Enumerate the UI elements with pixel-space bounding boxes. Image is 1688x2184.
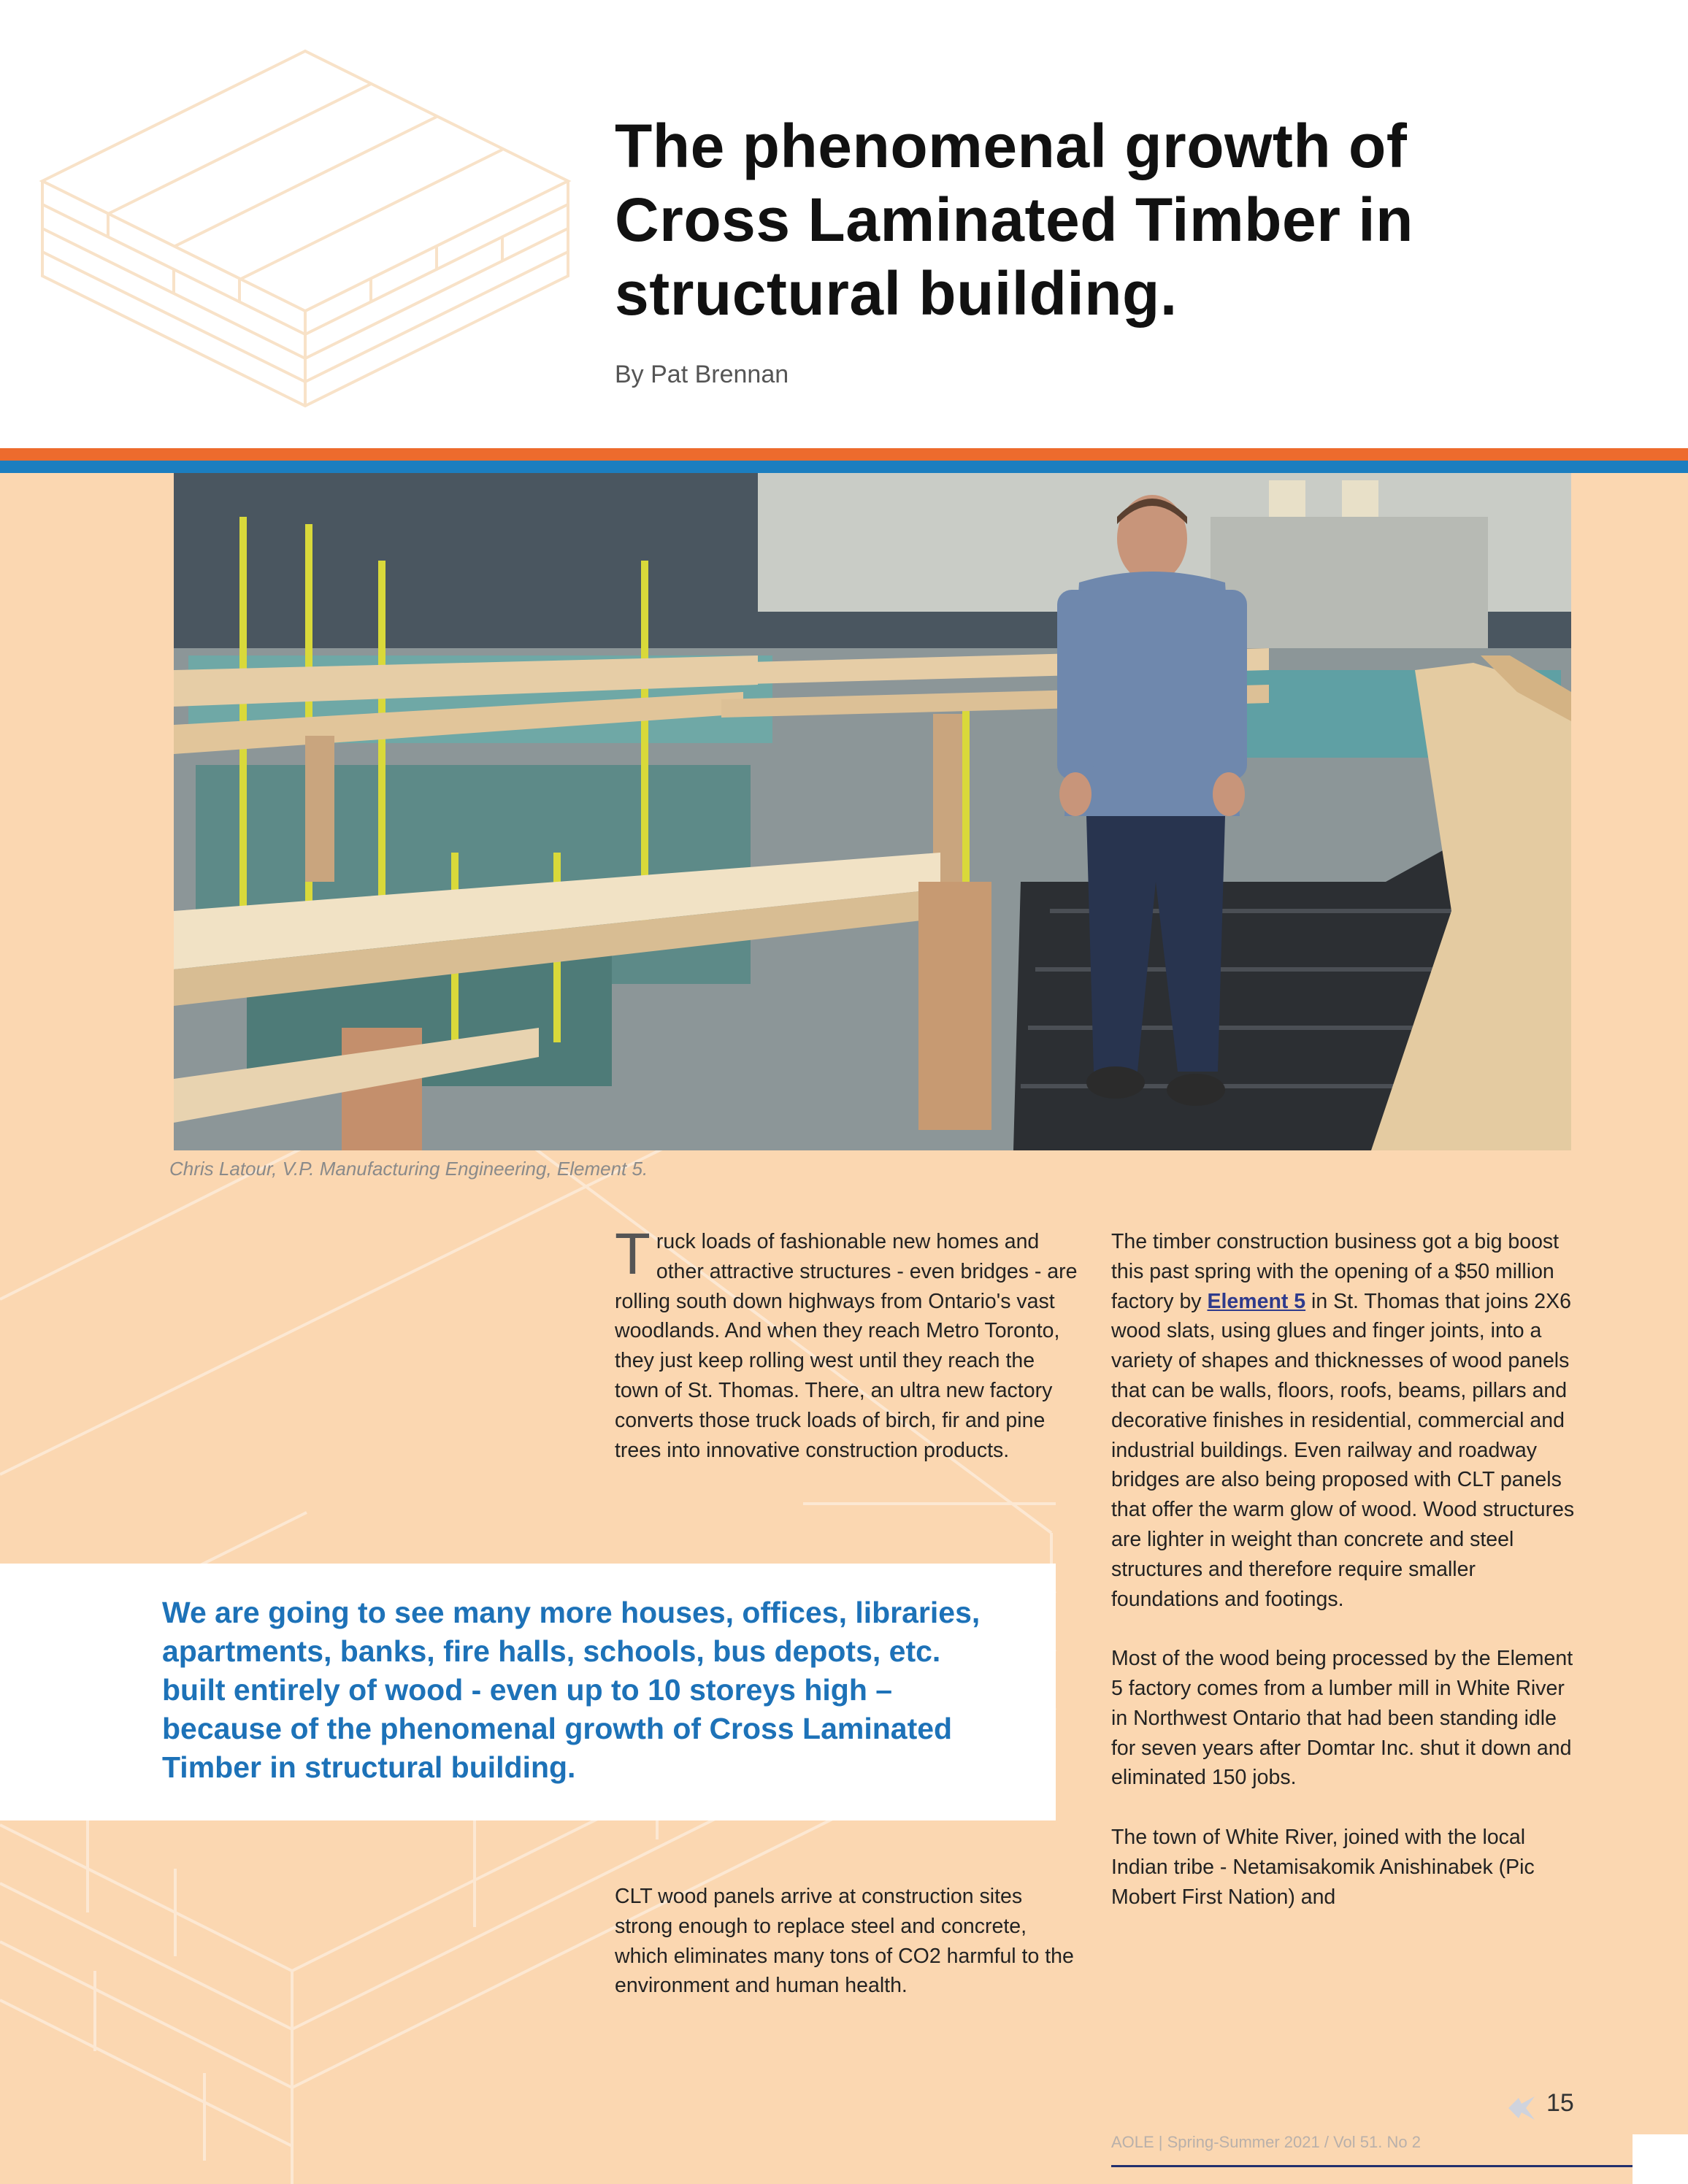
orange-stripe (0, 448, 1688, 461)
footer-publication: AOLE | Spring-Summer 2021 / Vol 51. No 2 (1111, 2133, 1421, 2151)
paragraph: ruck loads of fashionable new homes and other attractive structures - even bridges - are rolling south down highways from Ontario's vast woodlands. And when they reach Metro Toronto, they just keep rolling west until they reach the town of St. Thomas. There, an ultra new factory converts those truck loads of birch, fir and pine trees into innovative construction products. (615, 1230, 1078, 1462)
paragraph: The town of White River, joined with the local Indian tribe - Netamisakomik Anishinabek (Pic Mobert First Nation) and (1111, 1825, 1535, 1909)
footer-rule (1111, 2165, 1688, 2167)
factory-photo (174, 473, 1571, 1150)
photo-caption: Chris Latour, V.P. Manufacturing Engineering, Element 5. (169, 1158, 648, 1180)
text-span: in St. Thomas that joins 2X6 wood slats, using glues and finger joints, into a variety of shapes and thicknesses of wood panels that can be walls, floors, roofs, beams, pillars and decorative finishes in residential, commercial and industrial buildings. Even railway and roadway bridges are also being proposed with CLT panels that offer the warm glow of wood. Wood structures are lighter in weight than concrete and steel structures and therefore require smaller foundations and footings. (1111, 1289, 1575, 1611)
pull-quote: We are going to see many more houses, offices, libraries, apartments, banks, fire halls, schools, bus depots, etc. built entirely of wood - even up to 10 storeys high – because of the phenomenal growth of Cross Laminated Timber in structural building. (162, 1596, 981, 1784)
paragraph: Most of the wood being processed by the Element 5 factory comes from a lumber mill in White River in Northwest Ontario that had been standing idle for seven years after Domtar Inc. shut it down and eliminated 150 jobs. (1111, 1647, 1573, 1790)
paragraph: CLT wood panels arrive at construction sites strong enough to replace steel and concrete, which eliminates many tons of CO2 harmful to the environment and human health. (615, 1885, 1074, 1998)
page-number: 15 (1546, 2089, 1574, 2117)
body-column-right (1111, 1227, 1578, 1912)
element5-link[interactable]: Element 5 (1207, 1289, 1306, 1313)
body-column-left-top (615, 1221, 1082, 1465)
blue-stripe (0, 461, 1688, 473)
drop-cap: T (615, 1221, 651, 1286)
body-column-left-bottom (615, 1882, 1082, 2001)
page-corner (1633, 2134, 1688, 2184)
paragraph (1111, 1227, 1578, 1614)
article-title: The phenomenal growth of Cross Laminated Timber in structural building. (615, 112, 1413, 328)
text-span: The timber construction business got a big boost this past spring with the opening of a $50 million factory by (1111, 1230, 1560, 1313)
leaf-icon (1505, 2093, 1538, 2123)
byline: By Pat Brennan (615, 361, 789, 388)
